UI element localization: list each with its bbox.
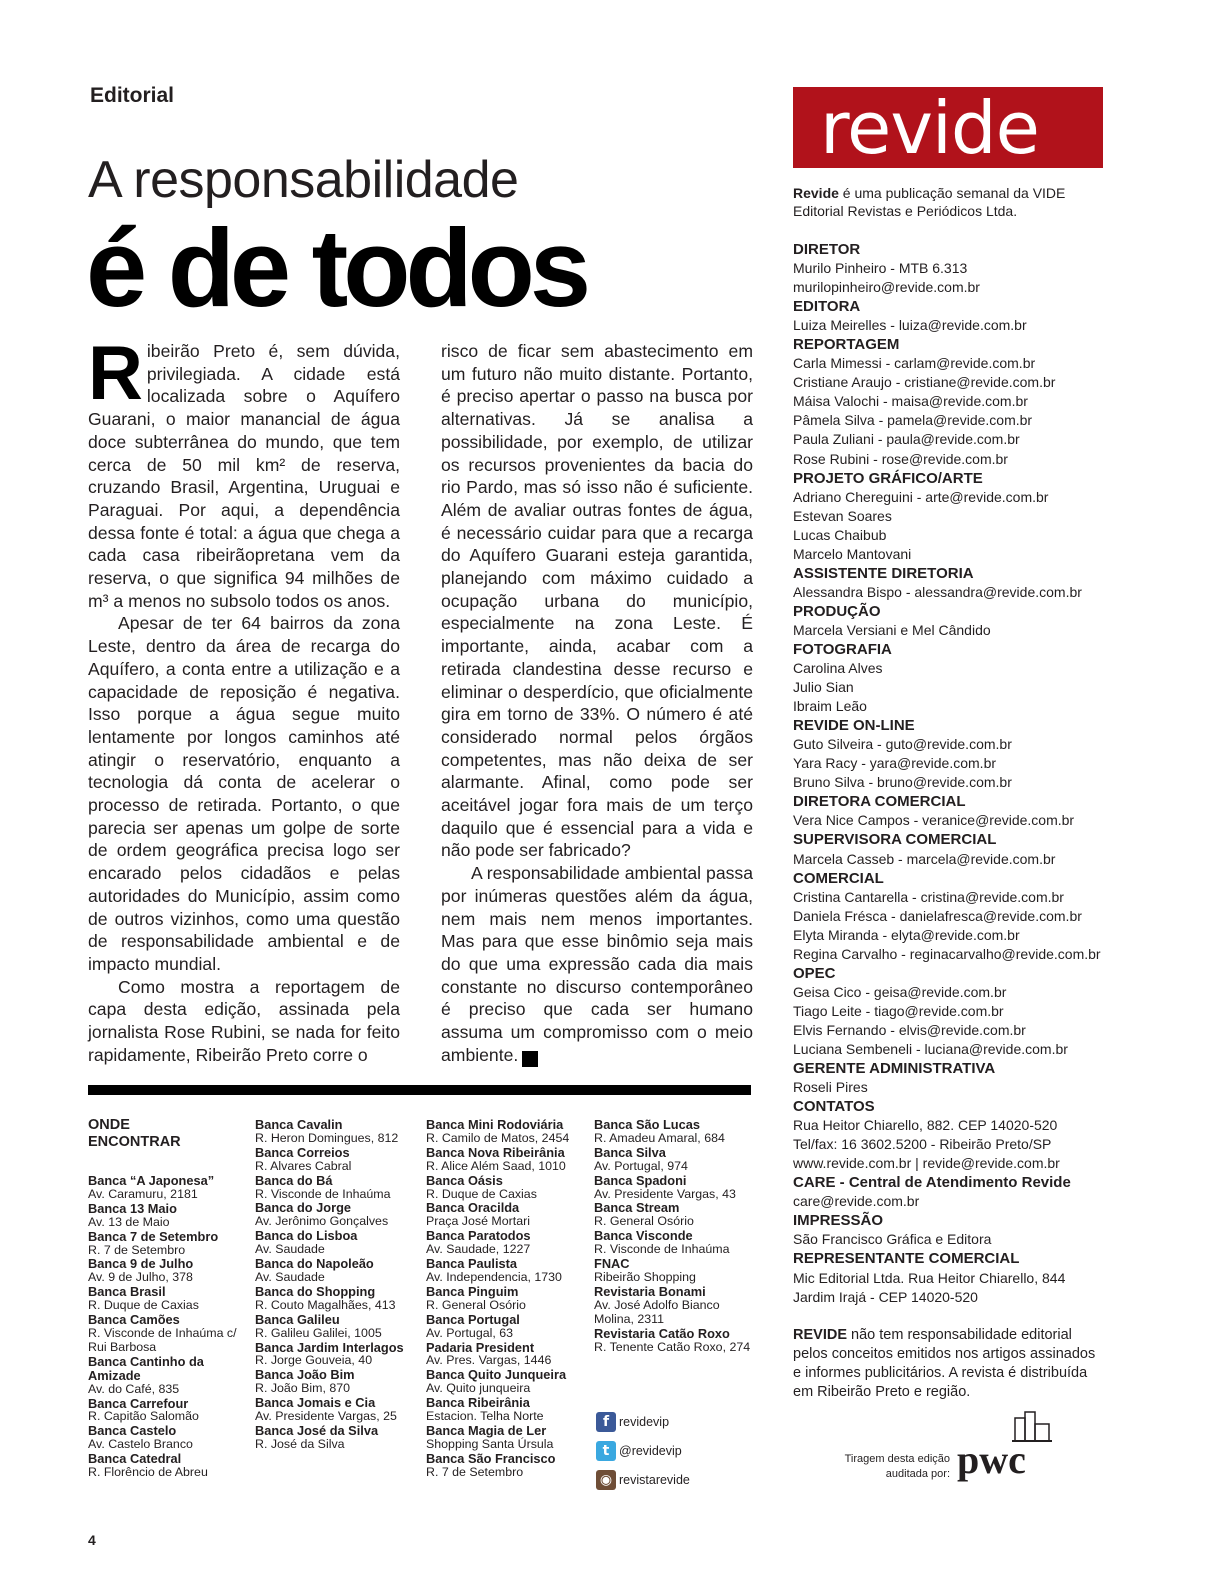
staff-entry: Marcelo Mantovani — [793, 545, 912, 562]
staff-section-heading: CONTATOS — [793, 1098, 875, 1116]
store-name: Revistaria Bonami — [594, 1283, 706, 1299]
store-address: Av. Quito junqueira — [426, 1381, 531, 1396]
store-address: Av. Saudade, 1227 — [426, 1242, 531, 1257]
pwc-logo: pwc — [957, 1437, 1026, 1482]
staff-entry: Carla Mimessi - carlam@revide.com.br — [793, 355, 1036, 372]
store-address: R. José da Silva — [255, 1436, 345, 1451]
facebook-link[interactable]: f revidevip — [596, 1410, 690, 1434]
store-name: Banca Stream — [594, 1200, 680, 1216]
store-name: Banca São Francisco — [426, 1450, 556, 1466]
store-address: R. Heron Domingues, 812 — [255, 1130, 399, 1145]
store-address: R. João Bim, 870 — [255, 1381, 351, 1396]
store-name: Banca Ribeirânia — [426, 1395, 530, 1411]
store-address: Av. 9 de Julho, 378 — [88, 1270, 193, 1285]
staff-entry: Roseli Pires — [793, 1079, 868, 1096]
section-divider — [88, 1085, 751, 1095]
staff-section-heading: SUPERVISORA COMERCIAL — [793, 831, 997, 849]
store-address: R. Florêncio de Abreu — [88, 1465, 208, 1480]
store-address: Av. Castelo Branco — [88, 1437, 193, 1452]
stores-column-1 — [88, 1174, 253, 1480]
store-name: Banca Visconde — [594, 1228, 693, 1244]
staff-section-heading: PROJETO GRÁFICO/ARTE — [793, 469, 983, 487]
store-name: Banca Carrefour — [88, 1395, 189, 1411]
social-links — [596, 1410, 690, 1497]
store-name: Banca Mini Rodoviária — [426, 1117, 564, 1132]
staff-entry: care@revide.com.br — [793, 1193, 920, 1210]
end-mark-icon — [522, 1051, 538, 1067]
staff-section-heading: GERENTE ADMINISTRATIVA — [793, 1060, 996, 1078]
store-address: R. 7 de Setembro — [88, 1242, 186, 1257]
staff-entry: Lucas Chaibub — [793, 526, 887, 543]
store-name: Banca do Jorge — [255, 1200, 352, 1216]
store-address: R. Duque de Caxias — [426, 1186, 537, 1201]
staff-entry: Cristina Cantarella - cristina@revide.com.br — [793, 888, 1064, 905]
stores-column-2 — [255, 1118, 420, 1452]
staff-entry: Pâmela Silva - pamela@revide.com.br — [793, 412, 1033, 429]
store-address: R. Amadeu Amaral, 684 — [594, 1130, 725, 1145]
store-name: Banca Portugal — [426, 1311, 520, 1327]
staff-entry: Jardim Irajá - CEP 14020-520 — [793, 1288, 978, 1305]
store-name: Banca Cavalin — [255, 1117, 343, 1132]
staff-entry: Adriano Chereguini - arte@revide.com.br — [793, 488, 1049, 505]
store-name: Banca Paratodos — [426, 1228, 531, 1244]
store-address: R. Alvares Cabral — [255, 1158, 352, 1173]
headline-line1: A responsabilidade — [88, 151, 519, 209]
staff-entry: Luciana Sembeneli - luciana@revide.com.br — [793, 1040, 1068, 1057]
article-paragraph: Como mostra a reportagem de capa desta edição, assinada pela jornalista Rose Rubini, se nada for feito rapidamente, Ribeirão Preto corre o — [88, 976, 400, 1065]
store-address: Praça José Mortari — [426, 1214, 530, 1229]
store-name: Banca Jomais e Cia — [255, 1395, 376, 1411]
store-name: Banca Oracilda — [426, 1200, 520, 1216]
staff-entry: Rua Heitor Chiarello, 882. CEP 14020-520 — [793, 1117, 1058, 1134]
instagram-link[interactable]: ◉ revistarevide — [596, 1468, 690, 1492]
staff-entry: Marcela Casseb - marcela@revide.com.br — [793, 850, 1056, 867]
store-name: Banca Pinguim — [426, 1283, 519, 1299]
store-address: Av. Independencia, 1730 — [426, 1269, 562, 1284]
store-address: Av. Portugal, 974 — [594, 1158, 688, 1173]
store-name: Banca do Shopping — [255, 1283, 376, 1299]
store-address: R. Jorge Gouveia, 40 — [255, 1353, 373, 1368]
staff-entry: Elvis Fernando - elvis@revide.com.br — [793, 1021, 1026, 1038]
store-address: Estacion. Telha Norte — [426, 1409, 544, 1424]
store-name: Banca Quito Junqueira — [426, 1367, 567, 1383]
store-name: Banca Brasil — [88, 1284, 166, 1300]
store-address: R. Visconde de Inhaúma — [594, 1242, 730, 1257]
staff-entry: Rose Rubini - rose@revide.com.br — [793, 450, 1008, 467]
store-address: R. Duque de Caxias — [88, 1298, 199, 1313]
staff-entry: Carolina Alves — [793, 660, 883, 677]
staff-entry: murilopinheiro@revide.com.br — [793, 279, 980, 296]
store-address: Ribeirão Shopping — [594, 1269, 696, 1284]
store-name: Banca São Lucas — [594, 1117, 700, 1132]
store-name: Padaria President — [426, 1339, 535, 1355]
revide-logo: revide — [820, 86, 1039, 170]
article-paragraph: Apesar de ter 64 bairros da zona Leste, dentro da área de recarga do Aquífero, a conta entre a utilização e a capacidade de reposição é negativa. Isso porque a água segue muito lentamente por longos caminhos até atingir o reservatório, enquanto a tecnologia dá conta de acelerar o processo de retirada. Portanto, o que parecia ser apenas um golpe de sorte de ordem geográfica precisa logo ser encarado pelos cidadãos e pelas autoridades do Município, assim como de outros vizinhos, como uma questão de responsabilidade ambiental e de impacto mundial. — [88, 613, 400, 974]
store-address: Shopping Santa Úrsula — [426, 1436, 554, 1451]
staff-section-heading: COMERCIAL — [793, 869, 884, 887]
page-number: 4 — [88, 1532, 96, 1548]
staff-section-heading: DIRETOR — [793, 241, 861, 258]
article-column-2 — [441, 340, 753, 1067]
store-address: Av. Portugal, 63 — [426, 1325, 514, 1340]
store-address: Av. Presidente Vargas, 25 — [255, 1409, 397, 1424]
store-address: Av. Pres. Vargas, 1446 — [426, 1353, 552, 1368]
store-name: Banca Nova Ribeirânia — [426, 1144, 565, 1160]
staff-section-heading: REPRESENTANTE COMERCIAL — [793, 1250, 1020, 1268]
staff-entry: www.revide.com.br | revide@revide.com.br — [793, 1155, 1060, 1172]
store-name: Banca Paulista — [426, 1256, 518, 1272]
store-address: Av. Jerônimo Gonçalves — [255, 1214, 389, 1229]
store-address: R. 7 de Setembro — [426, 1464, 524, 1479]
store-address: R. Tenente Catão Roxo, 274 — [594, 1339, 751, 1354]
staff-entry: Bruno Silva - bruno@revide.com.br — [793, 774, 1012, 791]
store-address: Av. 13 de Maio — [88, 1214, 170, 1229]
store-name: Revistaria Catão Roxo — [594, 1325, 730, 1341]
headline-line2: é de todos — [86, 207, 587, 330]
staff-entry: Paula Zuliani - paula@revide.com.br — [793, 431, 1020, 448]
disclaimer: REVIDE não tem responsabilidade editorial pelos conceitos emitidos nos artigos assinados e informes publicitários. A revista é distribuída em Ribeirão Preto e região. — [793, 1327, 1096, 1400]
staff-section-heading: FOTOGRAFIA — [793, 640, 892, 658]
store-name: FNAC — [594, 1256, 630, 1272]
article-paragraph: Ribeirão Preto é, sem dúvida, privilegiada. A cidade está localizada sobre o Aquífero Guarani, o maior manancial de água doce subterrânea do mundo, que tem cerca de 50 mil km² de reserva, cruzando Brasil, Argentina, Uruguai e Paraguai. Por aqui, a dependência dessa fonte é total: a água que chega a cada casa ribeirãopretana vem da reserva, o que significa 94 milhões de m³ a menos no subsolo todos os anos. — [88, 331, 400, 611]
store-name: Banca Correios — [255, 1144, 350, 1160]
staff-entry: Mic Editorial Ltda. Rua Heitor Chiarello, 844 — [793, 1269, 1066, 1286]
publication-intro: Revide é uma publicação semanal da VIDE Editorial Revistas e Periódicos Ltda. — [793, 185, 1066, 219]
store-address: R. Camilo de Matos, 2454 — [426, 1130, 570, 1145]
staff-entry: Regina Carvalho - reginacarvalho@revide.com.br — [793, 945, 1101, 962]
staff-section-heading: ASSISTENTE DIRETORIA — [793, 564, 974, 582]
stores-column-3 — [426, 1118, 591, 1480]
store-address: R. Alice Além Saad, 1010 — [426, 1158, 566, 1173]
store-name: Banca Magia de Ler — [426, 1422, 547, 1438]
staff-section-heading: IMPRESSÃO — [793, 1212, 884, 1230]
staff-entry: Tel/fax: 16 3602.5200 - Ribeirão Preto/SP — [793, 1136, 1052, 1153]
store-address: Av. Saudade — [255, 1269, 325, 1284]
audit-label: Tiragem desta edição auditada por: — [844, 1453, 950, 1480]
store-name: Banca Oásis — [426, 1172, 503, 1188]
stores-column-4 — [594, 1118, 759, 1354]
store-name: Banca Catedral — [88, 1451, 182, 1467]
staff-entry: Máisa Valochi - maisa@revide.com.br — [793, 393, 1028, 410]
store-name: Banca do Napoleão — [255, 1256, 374, 1272]
store-address: R. General Osório — [426, 1297, 526, 1312]
staff-section-heading: OPEC — [793, 964, 836, 982]
store-address: Av. Presidente Vargas, 43 — [594, 1186, 736, 1201]
store-address: R. Visconde de Inhaúma — [255, 1186, 391, 1201]
instagram-icon: ◉ — [596, 1470, 616, 1490]
store-name: Banca “A Japonesa” — [88, 1173, 215, 1188]
staff-entry: Yara Racy - yara@revide.com.br — [793, 755, 997, 772]
staff-entry: Tiago Leite - tiago@revide.com.br — [793, 1002, 1004, 1019]
facebook-icon: f — [596, 1412, 616, 1432]
staff-entry: Luiza Meirelles - luiza@revide.com.br — [793, 317, 1027, 334]
staff-entry: Daniela Frésca - danielafresca@revide.com.br — [793, 907, 1082, 924]
store-name: Banca 9 de Julho — [88, 1256, 194, 1272]
staff-entry: Ibraim Leão — [793, 698, 867, 715]
store-address: Av. Saudade — [255, 1242, 325, 1257]
store-address: R. Visconde de Inhaúma c/ Rui Barbosa — [88, 1325, 237, 1354]
store-name: Banca do Lisboa — [255, 1228, 358, 1244]
staff-entry: Estevan Soares — [793, 507, 892, 524]
staff-list — [793, 240, 1113, 1307]
store-address: Av. Caramuru, 2181 — [88, 1186, 198, 1201]
store-name: Banca 13 Maio — [88, 1200, 177, 1216]
staff-entry: Marcela Versiani e Mel Cândido — [793, 621, 991, 638]
where-to-find-title: ONDE ENCONTRAR — [88, 1117, 181, 1150]
staff-entry: Alessandra Bispo - alessandra@revide.com.br — [793, 583, 1082, 600]
staff-entry: São Francisco Gráfica e Editora — [793, 1231, 992, 1248]
store-name: Banca José da Silva — [255, 1422, 379, 1438]
store-name: Banca 7 de Setembro — [88, 1228, 219, 1244]
article-paragraph: A responsabilidade ambiental passa por inúmeras questões além da água, nem mais nem menos importantes. Mas para que esse binômio seja mais do que uma expressão cada dia mais constante no discurso contemporâneo é preciso que cada ser humano assuma um compromisso com o meio ambiente.r — [441, 862, 753, 1067]
article-paragraph: risco de ficar sem abastecimento em um futuro não muito distante. Portanto, é preciso apertar o passo na busca por alternativas. Já se analisa a possibilidade, por exemplo, de utilizar os recursos provenientes da bacia do rio Pardo, mas só isso não é suficiente. Além de avaliar outras fontes de água, é necessário cuidar para que a recarga do Aquífero Guarani esteja garantida, planejando com máximo cuidado a ocupação urbana do município, especialmente na zona Leste. É importante, ainda, acabar com a retirada clandestina desse recurso e eliminar o desperdício, que oficialmente gira em torno de 33%. O número é até considerado normal pelos órgãos competentes, mas não deixa de ser alarmante. Afinal, como pode ser aceitável jogar fora mais de um terço daquilo que é essencial para a vida e não pode ser fabricado? — [441, 341, 753, 861]
twitter-link[interactable]: t @revidevip — [596, 1439, 690, 1463]
store-address: Av. do Café, 835 — [88, 1381, 180, 1396]
staff-section-heading: PRODUÇÃO — [793, 602, 881, 620]
store-name: Banca Jardim Interlagos — [255, 1339, 404, 1355]
staff-entry: Elyta Miranda - elyta@revide.com.br — [793, 926, 1020, 943]
staff-entry: Cristiane Araujo - cristiane@revide.com.br — [793, 374, 1056, 391]
store-name: Banca do Bá — [255, 1172, 333, 1188]
store-name: Banca Spadoni — [594, 1172, 687, 1188]
staff-section-heading: CARE - Central de Atendimento Revide — [793, 1174, 1071, 1192]
staff-entry: Guto Silveira - guto@revide.com.br — [793, 736, 1012, 753]
store-address: R. Couto Magalhães, 413 — [255, 1297, 396, 1312]
staff-entry: Julio Sian — [793, 679, 854, 696]
drop-cap: R — [88, 331, 143, 416]
staff-entry: Vera Nice Campos - veranice@revide.com.br — [793, 812, 1075, 829]
staff-entry: Murilo Pinheiro - MTB 6.313 — [793, 260, 968, 277]
staff-section-heading: REPORTAGEM — [793, 336, 900, 354]
staff-section-heading: EDITORA — [793, 298, 861, 316]
store-name: Banca Silva — [594, 1144, 666, 1160]
store-name: Banca Galileu — [255, 1311, 340, 1327]
section-label: Editorial — [90, 84, 175, 107]
twitter-icon: t — [596, 1441, 616, 1461]
article-column-1 — [88, 331, 400, 1067]
store-name: Banca Cantinho da Amizade — [88, 1353, 204, 1383]
staff-section-heading: DIRETORA COMERCIAL — [793, 793, 966, 811]
store-address: R. Capitão Salomão — [88, 1409, 199, 1424]
staff-entry: Geisa Cico - geisa@revide.com.br — [793, 983, 1007, 1000]
store-address: R. Galileu Galilei, 1005 — [255, 1325, 382, 1340]
store-name: Banca João Bim — [255, 1367, 355, 1383]
store-name: Banca Castelo — [88, 1423, 177, 1439]
store-name: Banca Camões — [88, 1312, 180, 1328]
staff-section-heading: REVIDE ON-LINE — [793, 717, 915, 735]
store-address: R. General Osório — [594, 1214, 694, 1229]
store-address: Av. José Adolfo Bianco Molina, 2311 — [594, 1297, 720, 1326]
